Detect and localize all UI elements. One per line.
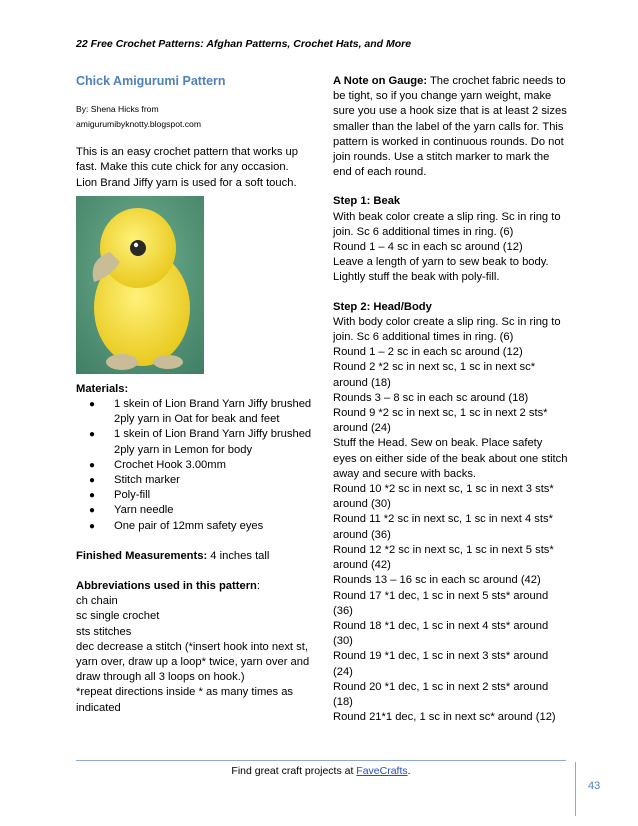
page-number: 43 <box>588 780 601 792</box>
bullet-icon: ● <box>89 429 96 441</box>
step2-line: Round 20 *1 dec, 1 sc in next 2 sts* around (18) <box>333 680 549 708</box>
step2-line: With body color create a slip ring. Sc in ring to join. Sc 6 additional times in ring. (6) <box>333 315 561 344</box>
bullet-icon: ● <box>89 399 96 411</box>
finished-measurements: Finished Measurements: 4 inches tall <box>76 549 270 562</box>
byline-author: By: Shena Hicks from <box>76 104 159 115</box>
step2-line: Rounds 3 – 8 sc in each sc around (18) <box>333 391 529 404</box>
bullet-icon: ● <box>89 505 96 517</box>
list-item: ● 1 skein of Lion Brand Yarn Jiffy brushed 2ply yarn in Oat for beak and feet <box>89 398 312 426</box>
step2-line: Stuff the Head. Sew on beak. Place safety eyes on either side of the beak about one stitch away and secure with backs. <box>333 437 568 480</box>
pattern-title: Chick Amigurumi Pattern <box>76 74 226 88</box>
abbrev-item: sc single crochet <box>76 610 160 623</box>
step2-line: Round 1 – 2 sc in each sc around (12) <box>333 346 523 359</box>
abbrev-item: *repeat directions inside * as many times as indicated <box>76 686 294 714</box>
list-item: ● Stitch marker <box>76 473 312 488</box>
bullet-icon: ● <box>89 475 96 487</box>
footer-divider <box>76 760 566 761</box>
step2-line: Round 2 *2 sc in next sc, 1 sc in next sc* around (18) <box>333 361 536 389</box>
running-header: 22 Free Crochet Patterns: Afghan Patterns, Crochet Hats, and More <box>76 38 412 50</box>
step2-heading: Step 2: Head/Body <box>333 300 432 313</box>
step2-line: Round 19 *1 dec, 1 sc in next 3 sts* around (24) <box>333 650 549 678</box>
list-item: ● 1 skein of Lion Brand Yarn Jiffy brushed 2ply yarn in Lemon for body <box>89 428 312 456</box>
step2-line: Round 9 *2 sc in next sc, 1 sc in next 2 sts* around (24) <box>333 407 548 435</box>
gauge-note: A Note on Gauge: The crochet fabric needs to be tight, so if you change yarn weight, make sure you use a hook size that is at least 2 sizes smaller than the label of the yarn calls for. This pattern is worked in continuous rounds. Do not join rounds. Use a stitch marker to mark the end of each round. <box>333 75 567 179</box>
step2-line: Round 21*1 dec, 1 sc in next sc* around (12) <box>333 711 556 724</box>
byline <box>76 102 312 132</box>
step2-line: Round 11 *2 sc in next sc, 1 sc in next 4 sts* around (36) <box>333 513 553 541</box>
list-item: ● Yarn needle <box>76 503 312 518</box>
step2-line: Round 17 *1 dec, 1 sc in next 5 sts* around (36) <box>333 589 549 617</box>
left-column <box>76 74 312 716</box>
step1-heading: Step 1: Beak <box>333 195 401 208</box>
chick-photo-image <box>76 196 204 374</box>
bullet-icon: ● <box>89 490 96 502</box>
bullet-icon: ● <box>89 459 96 471</box>
bullet-icon: ● <box>89 520 96 532</box>
abbrev-item: ch chain <box>76 595 118 608</box>
abbrev-item: sts stitches <box>76 625 132 638</box>
step1-line: Leave a length of yarn to sew beak to body. Lightly stuff the beak with poly-fill. <box>333 256 549 284</box>
step2-line: Round 12 *2 sc in next sc, 1 sc in next 5 sts* around (42) <box>333 543 554 572</box>
byline-source: amigurumibyknotty.blogspot.com <box>76 119 201 130</box>
step1-line: With beak color create a slip ring. Sc in ring to join. Sc 6 additional times in ring. (6) <box>333 210 561 238</box>
abbrev-item: dec decrease a stitch (*insert hook into next st, yarn over, draw up a loop* twice, yarn over and draw through all 3 loops on hook.) <box>76 640 310 684</box>
step1-line: Round 1 – 4 sc in each sc around (12) <box>333 241 523 254</box>
favecrafts-link[interactable]: FaveCrafts <box>356 765 408 777</box>
page-number-divider <box>575 762 576 816</box>
abbreviations-heading: Abbreviations used in this pattern: <box>76 580 260 593</box>
intro-paragraph: This is an easy crochet pattern that works up fast. Make this cute chick for any occasion. Lion Brand Jiffy yarn is used for a soft touch. <box>76 146 298 189</box>
footer: Find great craft projects at FaveCrafts. <box>231 765 411 777</box>
materials-list <box>76 397 312 534</box>
list-item: ● Poly-fill <box>76 488 312 503</box>
list-item: ● One pair of 12mm safety eyes <box>76 519 312 534</box>
step2-line: Rounds 13 – 16 sc in each sc around (42) <box>333 574 541 587</box>
right-column <box>333 74 569 725</box>
materials-heading: Materials: <box>76 382 129 395</box>
step2-line: Round 18 *1 dec, 1 sc in next 4 sts* around (30) <box>333 619 549 648</box>
step2-line: Round 10 *2 sc in next sc, 1 sc in next 3 sts* around (30) <box>333 483 554 511</box>
list-item: ● Crochet Hook 3.00mm <box>76 458 312 473</box>
